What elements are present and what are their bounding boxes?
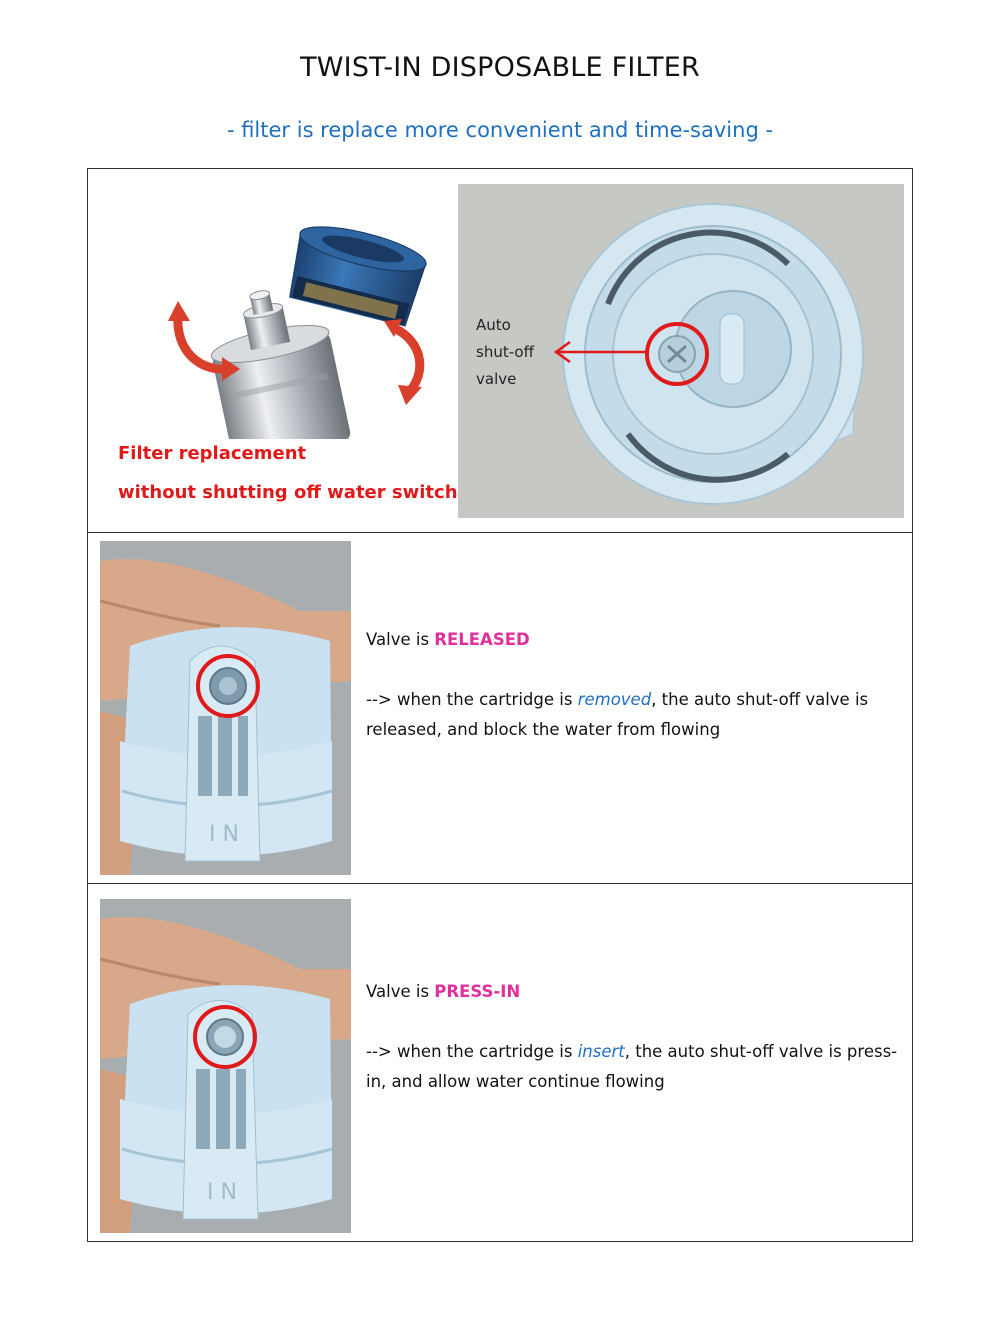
cartridge-released-photo	[100, 541, 351, 875]
filter-twist-illustration	[148, 209, 448, 439]
page-subtitle: - filter is replace more convenient and time-saving -	[226, 118, 774, 142]
section-valve-press-in	[88, 884, 912, 1241]
valve-label-auto: Auto	[476, 316, 511, 334]
content-table	[87, 168, 913, 1242]
valve-label-shutoff: shut-off	[476, 343, 534, 361]
photo-in-mark: I N	[209, 822, 239, 847]
page-title: TWIST-IN DISPOSABLE FILTER	[300, 52, 700, 83]
section-valve-released	[88, 533, 912, 884]
state-released: RELEASED	[434, 630, 530, 649]
caption-without-shutting-off: without shutting off water switch	[118, 482, 458, 503]
emphasis-removed: removed	[577, 690, 652, 709]
pressin-detail: --> when the cartridge is insert, the auto shut-off valve is press-in, and allow water continue flowing	[366, 1042, 898, 1091]
released-description	[366, 625, 906, 745]
cartridge-pressin-photo	[100, 899, 351, 1233]
valve-label-valve: valve	[476, 370, 517, 388]
photo-in-mark: I N	[207, 1180, 237, 1205]
released-heading: Valve is RELEASED	[366, 630, 530, 649]
pressin-description	[366, 977, 906, 1097]
caption-filter-replacement: Filter replacement	[118, 443, 307, 464]
section-filter-replacement	[88, 169, 912, 533]
pressin-heading: Valve is PRESS-IN	[366, 982, 521, 1001]
released-detail: --> when the cartridge is removed, the auto shut-off valve is released, and block the water from flowing	[366, 690, 869, 739]
emphasis-insert: insert	[577, 1042, 625, 1061]
state-press-in: PRESS-IN	[434, 982, 521, 1001]
